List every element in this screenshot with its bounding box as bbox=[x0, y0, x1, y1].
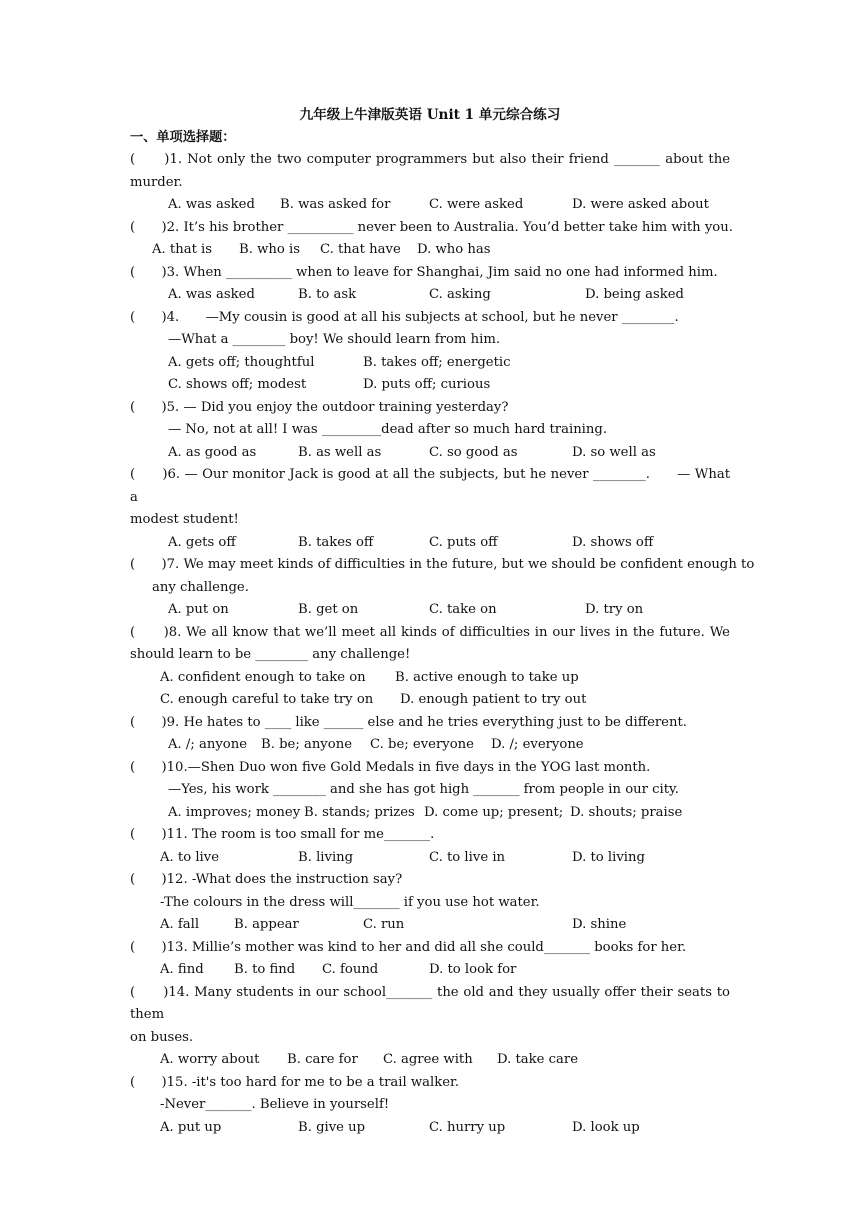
option-c: C. to live in bbox=[429, 849, 506, 865]
option-c: C. shows off; modest bbox=[168, 377, 307, 392]
option-b: B. was asked for bbox=[280, 197, 391, 212]
question-8-options-row2 bbox=[130, 689, 730, 712]
question-7-options bbox=[130, 599, 730, 622]
question-8-stem-cont: should learn to be ________ any challenge! bbox=[130, 647, 411, 662]
option-b: B. give up bbox=[298, 1119, 366, 1135]
option-a: A. as good as bbox=[168, 444, 257, 460]
option-d: D. shine bbox=[572, 917, 627, 932]
option-a: A. put up bbox=[160, 1119, 222, 1135]
question-4-options-row1 bbox=[130, 352, 730, 375]
question-12-stem-cont: -The colours in the dress will_______ if you use hot water. bbox=[160, 894, 540, 910]
question-13-stem: ( )13. Millie’s mother was kind to her and did all she could_______ books for her. bbox=[130, 939, 687, 955]
question-7-stem-cont: any challenge. bbox=[152, 579, 249, 595]
question-14-stem: ( )14. Many students in our school_______ the old and they usually offer their seats to them bbox=[130, 984, 730, 1022]
question-9-options bbox=[130, 734, 730, 757]
option-c: C. agree with bbox=[383, 1052, 473, 1067]
question-9-stem: ( )9. He hates to ____ like ______ else and he tries everything just to be different. bbox=[130, 714, 687, 730]
option-b: B. get on bbox=[298, 602, 359, 617]
question-11-options bbox=[130, 847, 730, 870]
option-c: C. so good as bbox=[429, 444, 518, 460]
option-a: A. gets off; thoughtful bbox=[168, 354, 315, 370]
option-c: C. asking bbox=[429, 287, 491, 302]
option-d: D. enough patient to try out bbox=[400, 692, 587, 707]
option-a: A. confident enough to take on bbox=[160, 669, 366, 685]
option-c: C. that have bbox=[320, 242, 401, 257]
question-1-stem-cont: murder. bbox=[130, 174, 183, 190]
question-3-stem: ( )3. When __________ when to leave for Shanghai, Jim said no one had informed him. bbox=[130, 264, 718, 280]
question-11-stem: ( )11. The room is too small for me_______. bbox=[130, 827, 435, 842]
option-d: D. were asked about bbox=[572, 197, 709, 212]
question-5-stem: ( )5. — Did you enjoy the outdoor training yesterday? bbox=[130, 399, 509, 415]
option-a: A. put on bbox=[168, 602, 229, 617]
question-5-options bbox=[130, 442, 730, 465]
option-a: A. gets off bbox=[168, 534, 236, 550]
question-6-stem: ( )6. — Our monitor Jack is good at all the subjects, but he never ________. — What a bbox=[130, 467, 730, 505]
question-12-stem: ( )12. -What does the instruction say? bbox=[130, 872, 403, 887]
option-a: A. worry about bbox=[160, 1052, 260, 1067]
question-2-options bbox=[130, 239, 730, 262]
question-8-stem: ( )8. We all know that we’ll meet all kinds of difficulties in our lives in the future. We bbox=[130, 624, 730, 640]
option-d: D. so well as bbox=[572, 444, 656, 460]
option-b: B. appear bbox=[234, 917, 299, 932]
question-14-stem-cont: on buses. bbox=[130, 1029, 194, 1045]
question-8-options-row1 bbox=[130, 667, 730, 690]
option-b: B. living bbox=[298, 849, 354, 865]
option-d: D. puts off; curious bbox=[363, 377, 491, 392]
option-b: B. as well as bbox=[298, 444, 382, 460]
option-c: C. enough careful to take try on bbox=[160, 692, 374, 707]
option-d: D. to living bbox=[572, 849, 645, 865]
question-5-stem-cont: — No, not at all! I was _________dead after so much hard training. bbox=[168, 422, 608, 437]
option-d: D. try on bbox=[585, 602, 644, 617]
option-a: A. fall bbox=[160, 917, 200, 932]
question-15-options bbox=[130, 1117, 730, 1140]
option-d: D. shouts; praise bbox=[570, 804, 683, 820]
option-b: B. takes off; energetic bbox=[363, 354, 511, 370]
option-c: C. were asked bbox=[429, 197, 524, 212]
option-b: B. stands; prizes bbox=[304, 804, 415, 820]
question-14-options bbox=[130, 1049, 730, 1072]
question-4-stem: ( )4. —My cousin is good at all his subjects at school, but he never ________. bbox=[130, 309, 679, 325]
option-a: A. was asked bbox=[168, 287, 255, 302]
question-3-options bbox=[130, 284, 730, 307]
option-b: B. to find bbox=[234, 962, 296, 977]
option-c: C. hurry up bbox=[429, 1119, 506, 1135]
option-c: C. found bbox=[322, 962, 379, 977]
option-b: B. be; anyone bbox=[261, 737, 352, 752]
option-d: D. who has bbox=[417, 242, 491, 257]
question-4-stem-cont: —What a ________ boy! We should learn from him. bbox=[168, 332, 501, 347]
option-d: D. shows off bbox=[572, 534, 654, 550]
option-d: D. being asked bbox=[585, 287, 684, 302]
option-c: D. come up; present; bbox=[424, 804, 564, 820]
option-d: D. to look for bbox=[429, 962, 517, 977]
question-7-stem: ( )7. We may meet kinds of difficulties in the future, but we should be confident enough to bbox=[130, 557, 755, 572]
question-12-options bbox=[130, 914, 730, 937]
question-6-options bbox=[130, 532, 730, 555]
worksheet-page bbox=[130, 104, 755, 1139]
option-b: B. active enough to take up bbox=[395, 669, 579, 685]
question-1-options bbox=[130, 194, 730, 217]
section-heading: 一、单项选择题： bbox=[130, 129, 236, 145]
option-b: B. to ask bbox=[298, 287, 357, 302]
question-13-options bbox=[130, 959, 730, 982]
option-c: C. run bbox=[363, 917, 405, 932]
option-a: A. improves; money bbox=[168, 804, 301, 820]
option-a: A. find bbox=[160, 962, 204, 977]
option-d: D. look up bbox=[572, 1119, 640, 1135]
page-title: 九年级上牛津版英语 Unit 1 单元综合练习 bbox=[299, 107, 561, 123]
option-b: B. takes off bbox=[298, 534, 374, 550]
option-d: D. take care bbox=[497, 1052, 578, 1067]
option-a: A. /; anyone bbox=[168, 737, 248, 752]
question-2-stem: ( )2. It’s his brother __________ never been to Australia. You’d better take him with you. bbox=[130, 219, 733, 235]
option-b: B. care for bbox=[287, 1052, 358, 1067]
question-15-stem: ( )15. -it's too hard for me to be a trail walker. bbox=[130, 1074, 460, 1090]
option-a: A. that is bbox=[152, 242, 213, 257]
question-10-stem-cont: —Yes, his work ________ and she has got high _______ from people in our city. bbox=[168, 782, 679, 797]
question-10-stem: ( )10.—Shen Duo won five Gold Medals in five days in the YOG last month. bbox=[130, 759, 651, 775]
option-a: A. to live bbox=[160, 849, 220, 865]
option-d: D. /; everyone bbox=[491, 737, 584, 752]
option-a: A. was asked bbox=[168, 197, 255, 212]
option-c: C. puts off bbox=[429, 534, 498, 550]
question-4-options-row2 bbox=[130, 374, 730, 397]
option-c: C. be; everyone bbox=[370, 737, 474, 752]
question-6-stem-cont: modest student! bbox=[130, 512, 239, 527]
question-15-stem-cont: -Never_______. Believe in yourself! bbox=[160, 1097, 390, 1112]
question-10-options bbox=[130, 802, 730, 825]
option-c: C. take on bbox=[429, 602, 497, 617]
question-1-stem: ( )1. Not only the two computer programmers but also their friend _______ about the bbox=[130, 152, 730, 167]
option-b: B. who is bbox=[239, 242, 300, 257]
